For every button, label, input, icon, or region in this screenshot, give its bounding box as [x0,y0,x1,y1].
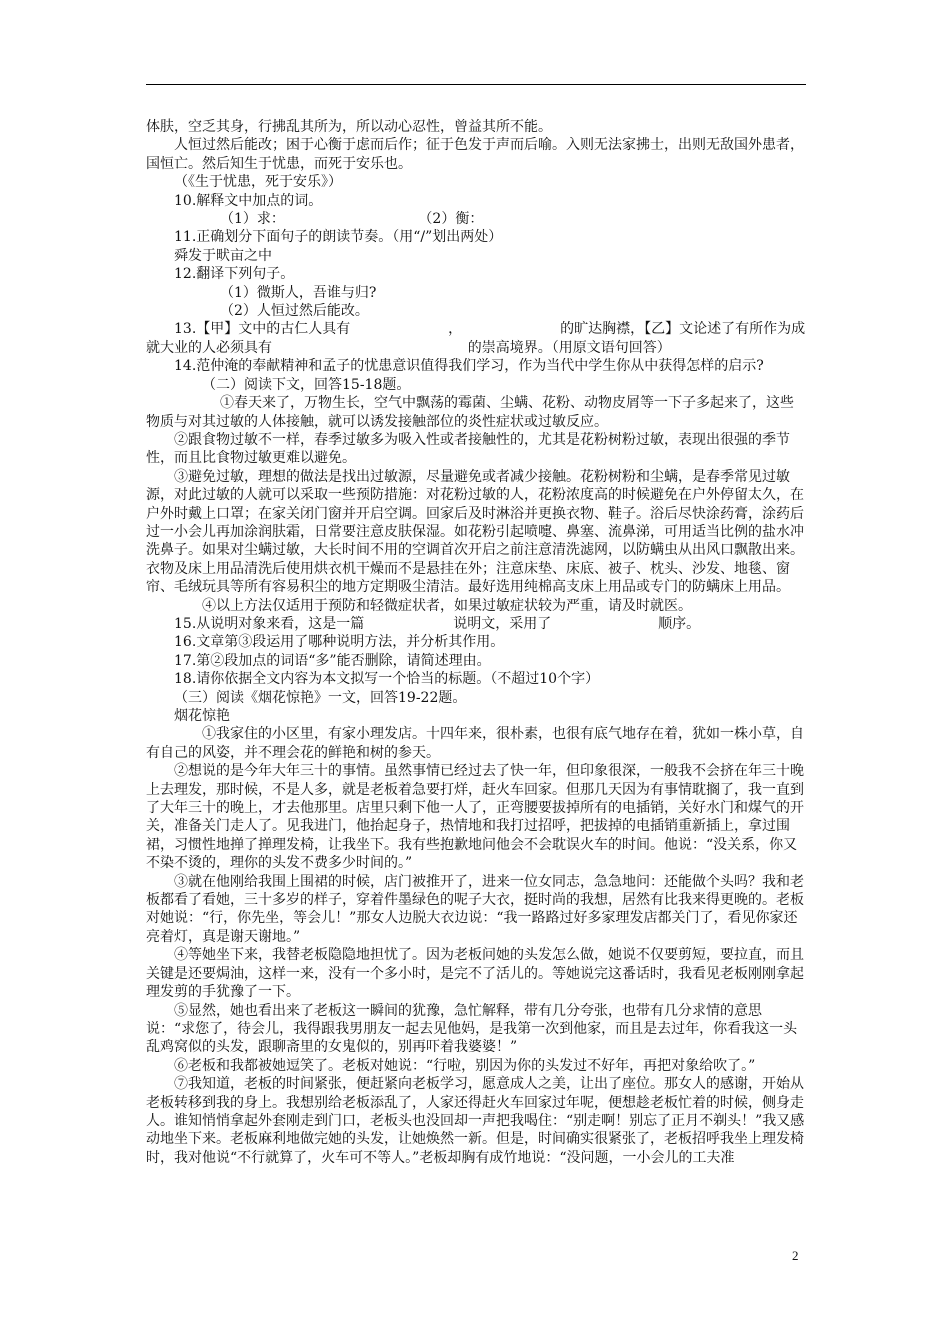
text-paragraph: （《生于忧患，死于安乐》） [174,174,342,191]
text-paragraph: ②想说的是今年大年三十的事情。虽然事情已经过去了快一年，但印象很深，一般我不会挤在年三十晚上去理发，那时候，不是人多，就是老板着急要打烊，赶火车回家。但那几天因为有事情耽搁了，我一直到了大年三十的晚上，才去他那里。店里只剩下他一人了，正弯腰要拔掉所有的电插销，关好水门和煤气的开关，准备关门走人了。见我进门，他抬起身子，热情地和我打过招呼，把拔掉的电插销重新插上，拿过围裙，习惯性地掸了掸理发椅，让我坐下。我有些抱歉地问他会不会耽误火车的时间。他说：“没关系，你又不染不烫的，理你的头发不费多少时间的。” [146,763,804,872]
document-body [146,118,806,1167]
text-paragraph: 10.解释文中加点的词。 [174,192,323,209]
text-paragraph: （1）求： （2）衡： [220,211,484,228]
text-paragraph: 17.第②段加点的词语“多”能否删除，请简述理由。 [174,652,491,669]
text-paragraph: 14.范仲淹的奉献精神和孟子的忧患意识值得我们学习，作为当代中学生你从中获得怎样的启示? [174,358,764,375]
text-paragraph: ④等她坐下来，我替老板隐隐地担忧了。因为老板问她的头发怎么做，她说不仅要剪短，要拉直，而且关键是还要焗油，这样一来，没有一个多小时，是完不了活儿的。等她说完这番话时，我看见老板刚刚拿起理发剪的手犹豫了一下。 [146,947,804,1001]
text-paragraph: ③避免过敏，理想的做法是找出过敏源，尽量避免或者减少接触。花粉树粉和尘螨，是春季常见过敏源，对此过敏的人就可以采取一些预防措施：对花粉过敏的人，花粉浓度高的时候避免在户外停留太久，在户外时戴上口罩；在家关闭门窗并开启空调。回家后及时淋浴并更换衣物、鞋子。浴后尽快涂药膏，涂药后过一小会儿再加涂润肤霜，日常要注意皮肤保湿。如花粉引起喷嚏、鼻塞、流鼻涕，可用适当比例的盐水冲洗鼻子。如果对尘螨过敏，大长时间不用的空调首次开启之前注意清洗滤网，以防螨虫从出风口飘散出来。衣物及床上用品清洗后使用烘衣机干燥而不是悬挂在外；注意床垫、床底、被子、枕头、沙发、地毯、窗帘、毛绒玩具等所有容易积尘的地方定期吸尘清洁。最好选用纯棉高支床上用品或专门的防螨床上用品。 [146,468,804,596]
text-paragraph: ⑤显然，她也看出来了老板这一瞬间的犹豫，急忙解释，带有几分夸张，也带有几分求情的意思说：“求您了，待会儿，我得跟我男朋友一起去见他妈，是我第一次到他家，而且是去过年，你看我这一头乱鸡窝似的头发，跟聊斋里的女鬼似的，别再吓着我婆婆！” [146,1002,798,1056]
text-paragraph: ①我家住的小区里，有家小理发店。十四年来，很朴素，也很有底气地存在着，犹如一株小草，自有自己的风姿，并不理会花的鲜艳和树的参天。 [146,726,804,761]
text-paragraph: ②跟食物过敏不一样，春季过敏多为吸入性或者接触性的，尤其是花粉树粉过敏，表现出很强的季节性，而且比食物过敏更难以避免。 [146,431,790,467]
header-rule [146,84,806,85]
page-number: 2 [792,1248,799,1263]
text-paragraph: 烟花惊艳 [174,708,230,724]
text-paragraph: 舜发于畎亩之中 [174,247,272,264]
text-paragraph: ④以上方法仅适用于预防和轻微症状者，如果过敏症状较为严重，请及时就医。 [202,597,692,614]
text-paragraph: （2）人恒过然后能改。 [220,303,369,320]
text-paragraph: 18.请你依据全文内容为本文拟写一个恰当的标题。（不超过10个字） [174,671,600,688]
text-paragraph: （三）阅读《烟花惊艳》一文，回答19-22题。 [174,689,467,706]
text-paragraph: ①春天来了，万物生长，空气中飘荡的霉菌、尘螨、花粉、动物皮屑等一下子多起来了，这些物质与对其过敏的人体接触，就可以诱发接触部位的炎性症状或过敏反应。 [146,395,794,430]
text-paragraph: 13.【甲】文中的古仁人具有 ， 的旷达胸襟，【乙】文论述了有所作为成就大业的人必须具有 的崇高境界。（用原文语句回答） [146,321,806,356]
text-paragraph: 15.从说明对象来看，这是一篇 说明文，采用了 顺序。 [174,615,701,632]
text-paragraph: ③就在他刚给我围上围裙的时候，店门被推开了，进来一位女同志，急急地问：还能做个头吗？我和老板都看了看她，三十多岁的样子，穿着件墨绿色的呢子大衣，挺时尚的我想，居然有比我来得更晚的。老板对她说：“行，你先坐，等会儿！”那女人边脱大衣边说：“我一路路过好多家理发店都关门了，看见你家还亮着灯，真是谢天谢地。” [146,873,804,945]
text-paragraph: 体肤，空乏其身，行拂乱其所为，所以动心忍性，曾益其所不能。 [146,119,552,135]
text-paragraph: （1）微斯人，吾谁与归? [220,284,377,301]
text-paragraph: 16.文章第③段运用了哪种说明方法，并分析其作用。 [174,634,505,651]
text-paragraph: 人恒过然后能改；困于心衡于虑而后作；征于色发于声而后喻。入则无法家拂士，出则无敌国外患者，国恒亡。然后知生于忧患，而死于安乐也。 [146,137,804,172]
text-paragraph: ⑥老板和我都被她逗笑了。老板对她说：“行啦，别因为你的头发过不好年，再把对象给吹了。” [174,1057,756,1074]
text-paragraph: ⑦我知道，老板的时间紧张，便赶紧向老板学习，愿意成人之美，让出了座位。那女人的感谢，开始从老板转移到我的身上。我想别给老板添乱了，人家还得赶火车回家过年呢，便想趁老板忙着的时候，侧身走人。谁知悄悄拿起外套刚走到门口，老板头也没回却一声把我喝住：“别走啊！别忘了正月不剃头！”我又感动地坐下来。老板麻利地做完她的头发，让她焕然一新。但是，时间确实很紧张了，老板招呼我坐上理发椅时，我对他说“不行就算了，火车可不等人。”老板却胸有成竹地说：“没问题，一小会儿的工夫准 [146,1076,805,1166]
text-paragraph: 11.正确划分下面句子的朗读节奏。（用“/”划出两处） [174,229,503,246]
text-paragraph: （二）阅读下文，回答15-18题。 [202,376,411,393]
text-paragraph: 12.翻译下列句子。 [174,266,295,283]
